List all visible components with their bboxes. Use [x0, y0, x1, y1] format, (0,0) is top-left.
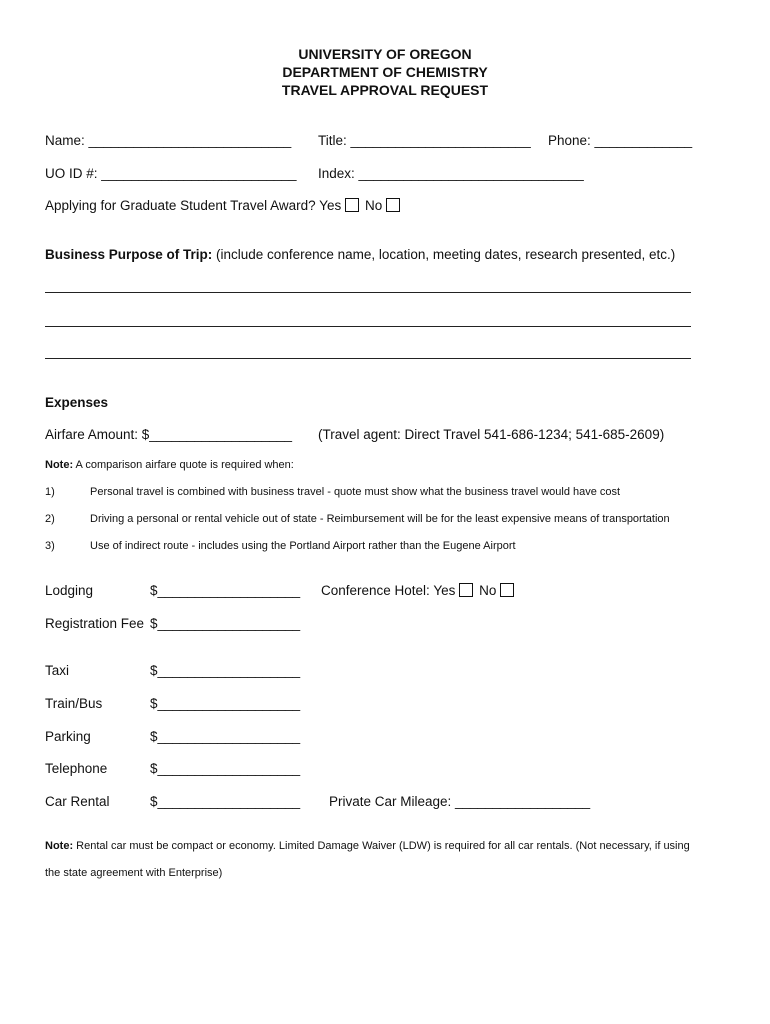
hotel-yes-checkbox[interactable]: [459, 583, 473, 597]
taxi-label: Taxi: [45, 663, 70, 678]
rental-note-text: Rental car must be compact or economy. Limited Damage Waiver (LDW) is required for all car rentals. (Not necessary, if using: [73, 840, 690, 852]
rental-car-note: [45, 840, 690, 852]
rental-note-continued: the state agreement with Enterprise): [45, 867, 223, 879]
hotel-no-label: No: [479, 583, 497, 598]
registration-label: Registration Fee: [45, 616, 145, 631]
uo-id-field[interactable]: UO ID #: __________________________: [45, 166, 297, 181]
airfare-amount-field[interactable]: Airfare Amount: $___________________: [45, 427, 292, 442]
lodging-amount-field[interactable]: $___________________: [150, 583, 301, 598]
name-field[interactable]: Name: ___________________________: [45, 133, 292, 148]
rental-note-label: Note:: [45, 840, 74, 852]
award-yes-checkbox[interactable]: [345, 198, 359, 212]
phone-field[interactable]: Phone: _____________: [548, 133, 693, 148]
conference-hotel-label: Conference Hotel: Yes: [321, 583, 456, 598]
business-purpose-line-3[interactable]: [45, 358, 691, 359]
list-item-number: 1): [45, 486, 55, 498]
travel-award-label: Applying for Graduate Student Travel Award? Yes: [45, 198, 342, 213]
hotel-no-checkbox[interactable]: [500, 583, 514, 597]
train-bus-amount-field[interactable]: $___________________: [150, 696, 301, 711]
header-department: DEPARTMENT OF CHEMISTRY: [282, 64, 488, 80]
index-field[interactable]: Index: ______________________________: [318, 166, 584, 181]
parking-amount-field[interactable]: $___________________: [150, 729, 301, 744]
train-bus-label: Train/Bus: [45, 696, 103, 711]
title-field[interactable]: Title: ________________________: [318, 133, 531, 148]
business-purpose-heading: Business Purpose of Trip:: [45, 247, 213, 262]
travel-award-question: [45, 198, 402, 213]
header-university: UNIVERSITY OF OREGON: [298, 46, 472, 62]
header-form-title: TRAVEL APPROVAL REQUEST: [281, 82, 489, 98]
list-item-number: 2): [45, 513, 55, 525]
taxi-amount-field[interactable]: $___________________: [150, 663, 301, 678]
business-purpose-label: [45, 247, 675, 262]
car-rental-label: Car Rental: [45, 794, 110, 809]
registration-amount-field[interactable]: $___________________: [150, 616, 301, 631]
award-no-checkbox[interactable]: [386, 198, 400, 212]
parking-label: Parking: [45, 729, 91, 744]
list-item-text: Use of indirect route - includes using the Portland Airport rather than the Eugene Airport: [90, 540, 516, 552]
expenses-heading: Expenses: [45, 395, 109, 410]
business-purpose-hint: (include conference name, location, meeting dates, research presented, etc.): [212, 247, 676, 262]
telephone-label: Telephone: [45, 761, 108, 776]
list-item-text: Personal travel is combined with business travel - quote must show what the business travel would have cost: [90, 486, 621, 498]
airfare-note-label: Note:: [45, 459, 74, 471]
telephone-amount-field[interactable]: $___________________: [150, 761, 301, 776]
form-header: [0, 45, 770, 99]
travel-agent-info: (Travel agent: Direct Travel 541-686-1234; 541-685-2609): [318, 427, 665, 442]
award-no-label: No: [364, 198, 383, 213]
airfare-note: [45, 459, 294, 471]
lodging-label: Lodging: [45, 583, 94, 598]
business-purpose-line-2[interactable]: [45, 326, 691, 327]
list-item-text: Driving a personal or rental vehicle out of state - Reimbursement will be for the least expensive means of transportation: [90, 513, 670, 525]
conference-hotel-question: [321, 583, 516, 598]
car-rental-amount-field[interactable]: $___________________: [150, 794, 301, 809]
business-purpose-line-1[interactable]: [45, 292, 691, 293]
list-item-number: 3): [45, 540, 55, 552]
airfare-note-text: A comparison airfare quote is required when:: [73, 459, 294, 471]
private-car-mileage-field[interactable]: Private Car Mileage: __________________: [329, 794, 591, 809]
